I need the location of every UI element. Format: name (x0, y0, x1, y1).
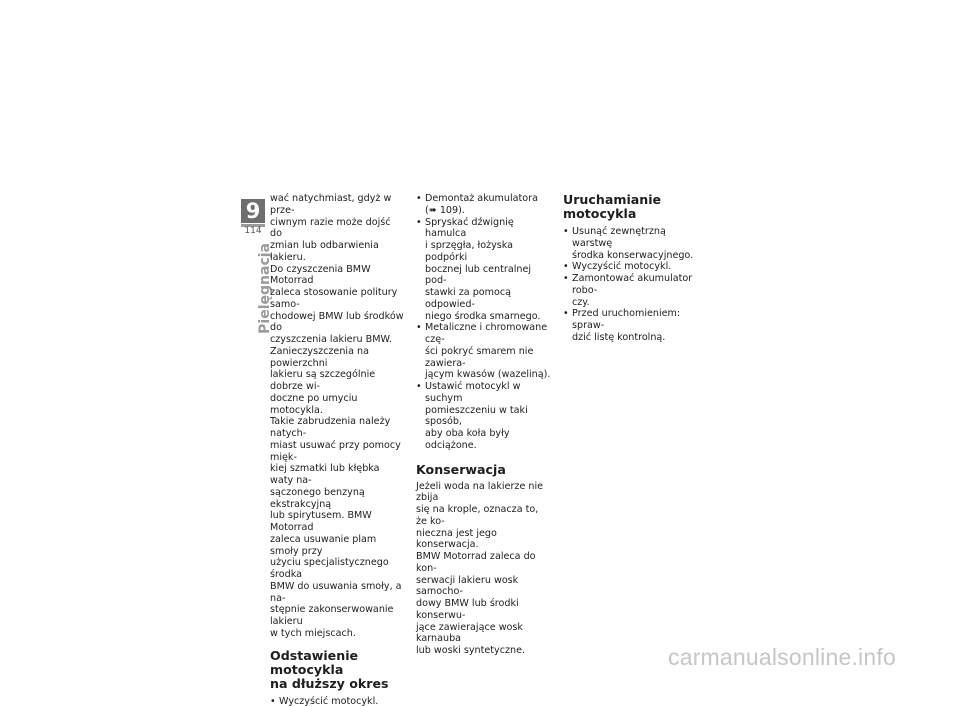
text-line: dzić listę kontrolną. (572, 332, 665, 343)
text-line: serwacji lakieru wosk samocho- (416, 575, 518, 598)
watermark: carmanualsonline.info (668, 644, 896, 671)
text-line: użyciu specjalistycznego środka (270, 557, 389, 580)
list-item (563, 273, 696, 308)
text-line: Do czyszczenia BMW Motorrad (270, 264, 371, 287)
paragraph (270, 264, 404, 346)
bullet-list (270, 696, 404, 707)
text-line: ści pokryć smarem nie zawiera- (425, 346, 533, 369)
paragraph (270, 346, 404, 417)
text-line: nieczna jest jego konserwacja. (416, 528, 497, 551)
page-number: 114 (241, 226, 265, 236)
text-line: Zanieczyszczenia na powierzchni (270, 346, 369, 369)
text-line: kiej szmatki lub kłębka waty na- (270, 463, 380, 486)
list-item (416, 193, 552, 217)
text-column-3 (563, 193, 696, 344)
text-line: BMW do usuwania smoły, a na- (270, 581, 402, 604)
heading-line: Uruchamianie (563, 192, 661, 207)
text-line: Przed uruchomieniem: spraw- (572, 308, 680, 331)
text-line: i sprzęgła, łożyska podpórki (425, 240, 513, 263)
text-line: Metaliczne i chromowane czę- (425, 322, 547, 345)
text-line: aby oba koła były odciążone. (425, 428, 510, 451)
text-line: wać natychmiast, gdyż w prze- (270, 193, 391, 216)
text-line: Ustawić motocykl w suchym (425, 381, 520, 404)
text-column-1 (270, 193, 404, 707)
list-item (563, 308, 696, 343)
text-line: zaleca usuwanie plam smoły przy (270, 534, 376, 557)
text-line: czy. (572, 297, 590, 308)
text-line: środka konserwacyjnego. (572, 250, 693, 261)
text-line: czyszczenia lakieru BMW. (270, 334, 392, 345)
text-line: się na krople, oznacza to, że ko- (416, 504, 538, 527)
text-line: pomieszczeniu w taki sposób, (425, 405, 528, 428)
text-line: Spryskać dźwignię hamulca (425, 217, 514, 240)
text-line: Takie zabrudzenia należy natych- (270, 416, 390, 439)
text-line: sączonego benzyną ekstrakcyjną (270, 487, 365, 510)
text-line: jące zawierające wosk karnauba (416, 622, 523, 645)
list-item (563, 226, 696, 261)
paragraph (416, 481, 552, 657)
text-line: Usunąć zewnętrzną warstwę (572, 226, 666, 249)
text-line: jącym kwasów (wazeliną). (425, 369, 550, 380)
bullet-list (416, 193, 552, 452)
text-line: dowy BMW lub środki konserwu- (416, 598, 519, 621)
paragraph (270, 416, 404, 639)
text-line: Demontaż akumulatora (425, 193, 538, 204)
list-item: • Wyczyścić motocykl. (270, 696, 404, 707)
list-item (563, 261, 696, 273)
text-column-2 (416, 193, 552, 657)
page-reference: (➠ 109). (425, 205, 465, 216)
list-item (416, 322, 552, 381)
text-line: Zamontować akumulator robo- (572, 273, 692, 296)
list-item (416, 381, 552, 452)
section-heading (270, 649, 404, 691)
heading-line: motocykla (563, 206, 636, 221)
text-line: zmian lub odbarwienia lakieru. (270, 240, 379, 263)
text-line: chodowej BMW lub środków do (270, 311, 404, 334)
text-line: lakieru są szczególnie dobrze wi- (270, 369, 375, 392)
heading-line: na dłuższy okres (270, 676, 389, 691)
heading-line: Odstawienie motocykla (270, 648, 358, 677)
text-line: BMW Motorrad zaleca do kon- (416, 551, 536, 574)
section-label: Pielęgnacja (257, 243, 273, 334)
bullet-list (563, 226, 696, 344)
text-line: w tych miejscach. (270, 628, 356, 639)
text-line: lub spirytusem. BMW Motorrad (270, 510, 372, 533)
section-heading (563, 193, 696, 221)
text-line: doczne po umyciu motocykla. (270, 393, 357, 416)
text-line: zaleca stosowanie politury samo- (270, 287, 397, 310)
text-line: lub woski syntetyczne. (416, 645, 525, 656)
text-line: miast usuwać przy pomocy mięk- (270, 440, 401, 463)
paragraph (270, 193, 404, 264)
text-line: ciwnym razie może dojść do (270, 217, 391, 240)
text-line: Jeżeli woda na lakierze nie zbija (416, 481, 543, 504)
text-line: stępnie zakonserwowanie lakieru (270, 604, 393, 627)
text-line: stawki za pomocą odpowied- (425, 287, 511, 310)
text-line: bocznej lub centralnej pod- (425, 264, 531, 287)
chapter-number-badge: 9 (241, 199, 265, 223)
section-heading: Konserwacja (416, 463, 552, 477)
list-item (416, 217, 552, 323)
text-line: niego środka smarnego. (425, 311, 541, 322)
text-line: Wyczyścić motocykl. (572, 261, 671, 272)
